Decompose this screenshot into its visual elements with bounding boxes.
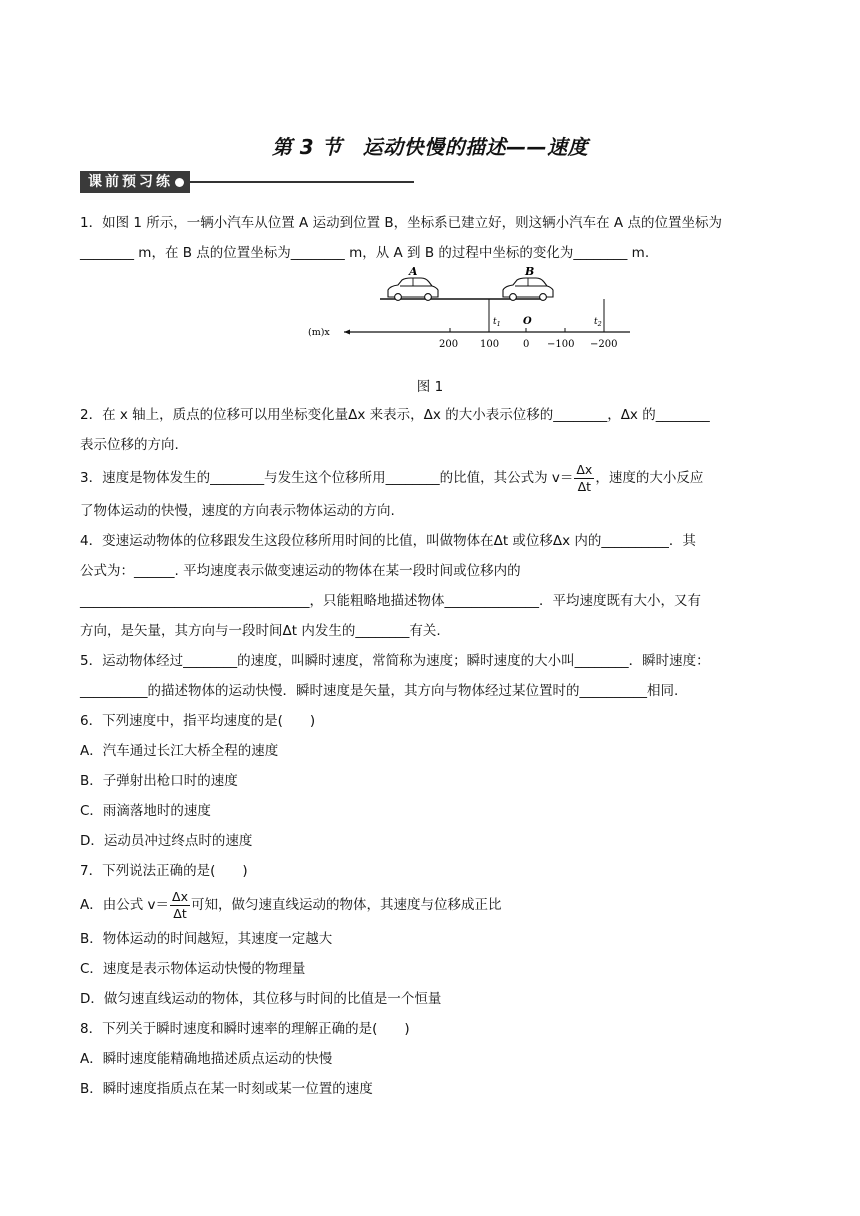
t1-subscript: 1: [496, 320, 501, 328]
fraction-numerator: Δx: [576, 461, 593, 477]
tick-label: −200: [590, 339, 618, 350]
question-7-option-d: D．做匀速直线运动的物体，其位移与时间的比值是一个恒量: [80, 991, 442, 1007]
page-title: 第 3 节 运动快慢的描述——速度: [271, 135, 589, 159]
figure-1-caption: 图 1: [416, 379, 444, 395]
question-8-stem: 8．下列关于瞬时速度和瞬时速率的理解正确的是( ): [80, 1021, 410, 1037]
question-7-option-c: C．速度是表示物体运动快慢的物理量: [80, 961, 306, 977]
fraction-denominator: Δt: [577, 478, 592, 494]
question-5-line-1: 5．运动物体经过________的速度，叫瞬时速度，常简称为速度；瞬时速度的大小叫________．瞬时速度：: [80, 653, 710, 669]
label-b: B: [525, 265, 535, 278]
question-7-option-b: B．物体运动的时间越短，其速度一定越大: [80, 931, 333, 947]
car-b-icon: [503, 278, 553, 300]
question-1-line-2: ________ m，在 B 点的位置坐标为________ m，从 A 到 B 的过程中坐标的变化为________ m.: [80, 245, 650, 261]
axis-label: (m)x: [308, 327, 330, 338]
car-coordinate-diagram: [308, 265, 618, 372]
axis-arrow-icon: [344, 330, 350, 335]
tick-label: 200: [439, 339, 459, 350]
tick-label: −100: [547, 339, 575, 350]
question-3-line-1: [80, 460, 780, 496]
question-6-option-b: B．子弹射出枪口时的速度: [80, 773, 238, 789]
question-6-option-d: D．运动员冲过终点时的速度: [80, 833, 253, 849]
t2-label: t: [594, 317, 598, 327]
question-6-option-c: C．雨滴落地时的速度: [80, 803, 211, 819]
questions: [80, 208, 780, 1104]
question-3-text-tail: ，速度的大小反应: [595, 470, 704, 486]
label-a: A: [409, 265, 418, 278]
question-4-line-1: 4．变速运动物体的位移跟发生这段位移所用时间的比值，叫做物体在Δt 或位移Δx 内的__________．其: [80, 533, 696, 549]
question-2-line-1: 2．在 x 轴上，质点的位移可以用坐标变化量Δx 来表示，Δx 的大小表示位移的________，Δx 的________: [80, 407, 710, 423]
section-banner: [80, 171, 414, 193]
t2-subscript: 2: [597, 320, 602, 328]
tick-label: 0: [523, 339, 530, 350]
question-4-line-3: __________________________________，只能粗略地描述物体______________．平均速度既有大小，又有: [80, 593, 701, 609]
question-6-option-a: A．汽车通过长江大桥全程的速度: [80, 743, 279, 759]
fraction-denominator: Δt: [173, 905, 187, 921]
figure-1: [80, 265, 780, 374]
section-banner-label: 课前预习练: [88, 174, 173, 190]
question-4-line-4: 方向，是矢量，其方向与一段时间Δt 内发生的________有关.: [80, 623, 441, 639]
question-2-line-2: 表示位移的方向.: [80, 437, 179, 453]
origin-label: O: [523, 316, 532, 327]
question-8-option-b: B．瞬时速度指质点在某一时刻或某一位置的速度: [80, 1081, 373, 1097]
svg-text:t2: [594, 317, 602, 328]
question-5-line-2: __________的描述物体的运动快慢．瞬时速度是矢量，其方向与物体经过某位置时的__________相同.: [80, 683, 679, 699]
question-6-stem: 6．下列速度中，指平均速度的是( ): [80, 713, 316, 729]
svg-text:t1: [493, 317, 501, 328]
car-a-icon: [388, 278, 438, 300]
section-banner-box: [80, 171, 190, 193]
question-7-option-a: [80, 886, 780, 924]
fraction-numerator: Δx: [172, 888, 188, 904]
question-4-line-2: 公式为：______. 平均速度表示做变速运动的物体在某一段时间或位移内的: [80, 563, 521, 579]
banner-rule: [190, 181, 414, 183]
question-1-line-1: 1．如图 1 所示，一辆小汽车从位置 A 运动到位置 B，坐标系已建立好，则这辆小汽车在 A 点的位置坐标为: [80, 215, 722, 231]
option-a-text: A．由公式 v＝: [80, 897, 170, 913]
question-3-line-2: 了物体运动的快慢，速度的方向表示物体运动的方向.: [80, 503, 395, 519]
option-a-text-tail: 可知，做匀速直线运动的物体，其速度与位移成正比: [190, 897, 502, 913]
question-8-option-a: A．瞬时速度能精确地描述质点运动的快慢: [80, 1051, 333, 1067]
t1-label: t: [493, 317, 497, 327]
bullet-dot-icon: [175, 178, 184, 187]
velocity-fraction: [574, 462, 594, 495]
question-3-text: 3．速度是物体发生的________与发生这个位移所用________的比值，其公式为 v＝: [80, 470, 574, 486]
tick-label: 100: [480, 339, 500, 350]
velocity-fraction: [170, 889, 190, 922]
question-7-stem: 7．下列说法正确的是( ): [80, 863, 248, 879]
